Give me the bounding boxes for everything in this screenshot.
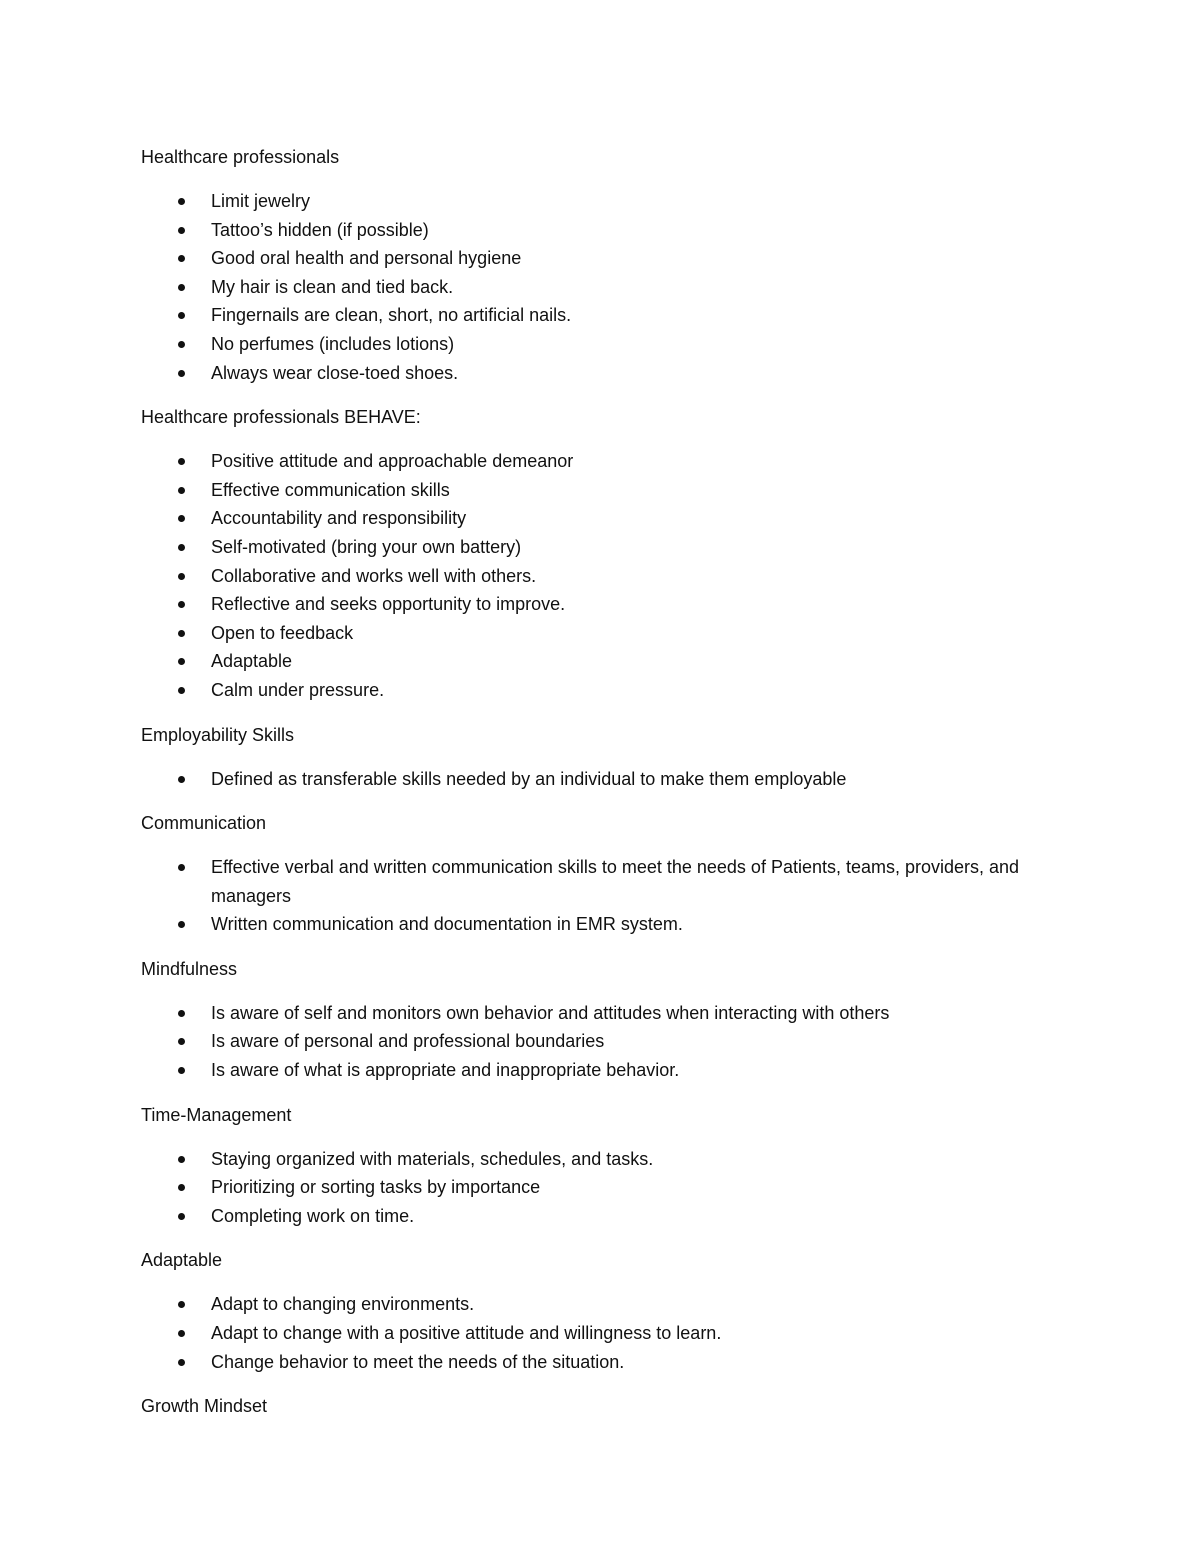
bullet-list (141, 765, 1041, 794)
bullet-icon (178, 658, 185, 665)
bullet-icon (178, 1010, 185, 1017)
list-item: My hair is clean and tied back. (141, 273, 1041, 302)
list-item: Good oral health and personal hygiene (141, 244, 1041, 273)
list-item: Is aware of personal and professional boundaries (141, 1027, 1041, 1056)
list-item: Effective communication skills (141, 476, 1041, 505)
bullet-icon (178, 284, 185, 291)
list-item: Is aware of self and monitors own behavior and attitudes when interacting with others (141, 999, 1041, 1028)
section-employability-skills (141, 721, 1041, 794)
bullet-icon (178, 864, 185, 871)
section-time-management (141, 1101, 1041, 1231)
bullet-icon (178, 1038, 185, 1045)
bullet-icon (178, 1156, 185, 1163)
list-item: No perfumes (includes lotions) (141, 330, 1041, 359)
section-healthcare-professionals-behave (141, 403, 1041, 704)
bullet-list (141, 187, 1041, 387)
list-item: Positive attitude and approachable demeanor (141, 447, 1041, 476)
section-adaptable (141, 1246, 1041, 1376)
section-heading: Healthcare professionals BEHAVE: (141, 407, 421, 428)
bullet-icon (178, 487, 185, 494)
bullet-icon (178, 1330, 185, 1337)
section-heading: Healthcare professionals (141, 147, 340, 167)
list-item: Adapt to change with a positive attitude and willingness to learn. (141, 1319, 1041, 1348)
section-communication (141, 809, 1041, 939)
bullet-icon (178, 227, 185, 234)
list-item: Always wear close-toed shoes. (141, 359, 1041, 388)
bullet-icon (178, 630, 185, 637)
section-heading: Communication (141, 813, 267, 834)
list-item: Accountability and responsibility (141, 504, 1041, 533)
bullet-icon (178, 458, 185, 465)
bullet-list (141, 999, 1041, 1085)
bullet-icon (178, 1184, 185, 1191)
bullet-icon (178, 776, 185, 783)
bullet-icon (178, 573, 185, 580)
list-item: Is aware of what is appropriate and inappropriate behavior. (141, 1056, 1041, 1085)
list-item: Self-motivated (bring your own battery) (141, 533, 1041, 562)
list-item: Open to feedback (141, 619, 1041, 648)
list-item: Tattoo’s hidden (if possible) (141, 216, 1041, 245)
bullet-list (141, 1290, 1041, 1376)
document-body (141, 143, 1041, 1436)
list-item: Written communication and documentation in EMR system. (141, 910, 1041, 939)
bullet-icon (178, 370, 185, 377)
list-item: Staying organized with materials, schedules, and tasks. (141, 1145, 1041, 1174)
bullet-list (141, 1145, 1041, 1231)
bullet-icon (178, 515, 185, 522)
list-item: Fingernails are clean, short, no artificial nails. (141, 301, 1041, 330)
bullet-icon (178, 1213, 185, 1220)
section-heading: Growth Mindset (141, 1396, 268, 1417)
bullet-icon (178, 255, 185, 262)
section-heading: Employability Skills (141, 724, 295, 745)
bullet-icon (178, 1359, 185, 1366)
section-growth-mindset (141, 1392, 1041, 1420)
list-item: Effective verbal and written communication skills to meet the needs of Patients, teams, providers, and managers (141, 853, 1041, 910)
bullet-icon (178, 312, 185, 319)
bullet-icon (178, 198, 185, 205)
section-healthcare-professionals (141, 143, 1041, 387)
bullet-icon (178, 1301, 185, 1308)
bullet-icon (178, 601, 185, 608)
bullet-icon (178, 1067, 185, 1074)
section-heading: Adaptable (141, 1250, 223, 1271)
list-item: Change behavior to meet the needs of the situation. (141, 1348, 1041, 1377)
list-item: Prioritizing or sorting tasks by importance (141, 1173, 1041, 1202)
section-heading: Mindfulness (141, 958, 238, 979)
list-item: Adapt to changing environments. (141, 1290, 1041, 1319)
bullet-list (141, 853, 1041, 939)
list-item: Defined as transferable skills needed by an individual to make them employable (141, 765, 1041, 794)
bullet-icon (178, 341, 185, 348)
section-mindfulness (141, 955, 1041, 1085)
list-item: Completing work on time. (141, 1202, 1041, 1231)
list-item: Limit jewelry (141, 187, 1041, 216)
section-heading: Time-Management (141, 1104, 292, 1125)
bullet-icon (178, 544, 185, 551)
list-item: Adaptable (141, 647, 1041, 676)
list-item: Reflective and seeks opportunity to improve. (141, 590, 1041, 619)
list-item: Calm under pressure. (141, 676, 1041, 705)
list-item: Collaborative and works well with others. (141, 562, 1041, 591)
bullet-list (141, 447, 1041, 704)
bullet-icon (178, 687, 185, 694)
bullet-icon (178, 921, 185, 928)
